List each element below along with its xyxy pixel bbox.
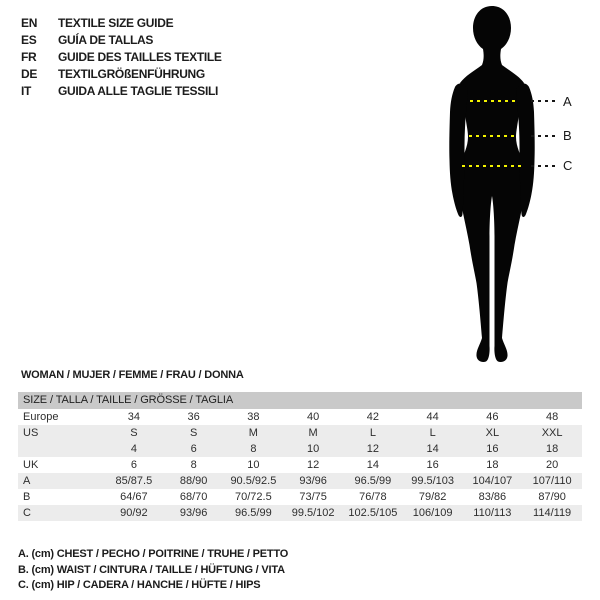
legend-line-hip: C. (cm) HIP / CADERA / HANCHE / HÜFTE / HIPS: [18, 579, 261, 592]
table-cell: 4: [130, 443, 137, 455]
table-cell: 12: [307, 459, 320, 471]
table-cell: 87/90: [538, 491, 566, 503]
table-cell: 16: [426, 459, 439, 471]
marker-label-c: C: [563, 158, 573, 173]
table-cell: XL: [485, 427, 500, 439]
language-label: GUIDA ALLE TAGLIE TESSILI: [58, 83, 219, 98]
table-cell: 40: [307, 411, 320, 423]
table-cell: L: [429, 427, 436, 439]
language-code: EN: [21, 16, 38, 31]
table-row-label: A: [23, 475, 31, 487]
table-cell: 46: [486, 411, 499, 423]
table-cell: 6: [190, 443, 197, 455]
language-label: TEXTILE SIZE GUIDE: [58, 16, 174, 31]
table-cell: 64/67: [120, 491, 148, 503]
language-row-en: [21, 15, 222, 32]
table-row: [18, 409, 582, 425]
woman-silhouette-figure: [410, 0, 600, 375]
table-cell: 38: [247, 411, 260, 423]
table-cell: 99.5/102: [291, 507, 335, 519]
table-cell: 93/96: [179, 507, 208, 519]
table-cell: 42: [366, 411, 379, 423]
table-cell: 70/72.5: [235, 491, 272, 503]
table-cell: 102.5/105: [348, 507, 398, 519]
table-cell: 18: [486, 459, 499, 471]
table-cell: 110/113: [473, 507, 512, 519]
table-cell: L: [369, 427, 376, 439]
language-title-block: [21, 15, 222, 99]
table-cell: 6: [130, 459, 137, 471]
marker-label-b: B: [563, 128, 572, 143]
table-cell: 12: [366, 443, 379, 455]
table-cell: 36: [187, 411, 200, 423]
table-row-label: B: [23, 491, 31, 503]
table-cell: 79/82: [418, 491, 447, 503]
size-table: [18, 392, 582, 521]
table-cell: 96.5/99: [235, 507, 272, 519]
marker-label-a: A: [563, 94, 572, 109]
table-cell: 16: [486, 443, 499, 455]
table-cell: 96.5/99: [354, 475, 392, 487]
table-cell: M: [308, 427, 318, 439]
table-cell: 8: [250, 443, 257, 455]
language-code: IT: [21, 83, 32, 98]
table-cell: S: [189, 427, 198, 439]
table-cell: 48: [546, 411, 559, 423]
size-table-body: [18, 409, 582, 521]
language-code: FR: [21, 49, 37, 64]
table-cell: 85/87.5: [115, 475, 153, 487]
table-row: [18, 505, 582, 521]
table-cell: 44: [426, 411, 439, 423]
table-cell: 107/110: [532, 475, 572, 487]
table-row-label: US: [23, 427, 39, 439]
language-row-de: [21, 65, 222, 82]
table-row-label: C: [23, 507, 31, 519]
table-row: [18, 425, 582, 441]
language-label: GUÍA DE TALLAS: [58, 33, 154, 48]
table-cell: 76/78: [359, 491, 387, 503]
table-cell: 83/86: [478, 491, 507, 503]
language-label: TEXTILGRÖßENFÜHRUNG: [58, 66, 205, 81]
table-cell: 73/75: [299, 491, 327, 503]
legend-line-chest: A. (cm) CHEST / PECHO / POITRINE / TRUHE / PETTO: [18, 548, 289, 560]
table-row: [18, 489, 582, 505]
table-cell: 14: [426, 443, 439, 455]
measurement-legend: [18, 547, 288, 594]
table-cell: 90/92: [120, 507, 148, 519]
table-cell: S: [130, 427, 138, 439]
table-cell: M: [248, 427, 258, 439]
silhouette-body: [459, 6, 525, 362]
table-cell: 8: [190, 459, 197, 471]
size-table-header: SIZE / TALLA / TAILLE / GRÖSSE / TAGLIA: [18, 392, 582, 409]
table-cell: 10: [247, 459, 260, 471]
table-cell: 93/96: [299, 475, 327, 487]
table-cell: 114/119: [533, 507, 572, 519]
table-row-label: Europe: [23, 411, 59, 423]
language-label: GUIDE DES TAILLES TEXTILE: [58, 49, 222, 64]
table-cell: 88/90: [179, 475, 208, 487]
table-cell: 68/70: [179, 491, 208, 503]
table-cell: 106/109: [412, 507, 453, 519]
language-row-fr: [21, 49, 222, 66]
woman-silhouette-svg: [410, 0, 600, 375]
language-code: DE: [21, 66, 38, 81]
language-row-it: [21, 82, 222, 99]
table-cell: 14: [366, 459, 379, 471]
table-cell: 20: [546, 459, 559, 471]
section-title: WOMAN / MUJER / FEMME / FRAU / DONNA: [21, 369, 244, 381]
table-row: [18, 457, 582, 473]
table-cell: 99.5/103: [411, 475, 455, 487]
table-row-label: UK: [23, 459, 39, 471]
table-cell: 34: [127, 411, 140, 423]
table-row: [18, 441, 582, 457]
table-cell: 90.5/92.5: [230, 475, 277, 487]
table-cell: 104/107: [472, 475, 513, 487]
legend-line-waist: B. (cm) WAIST / CINTURA / TAILLE / HÜFTUNG / VITA: [18, 563, 285, 576]
table-cell: 10: [307, 443, 320, 455]
language-row-es: [21, 32, 222, 49]
table-cell: XXL: [541, 427, 563, 439]
table-cell: 18: [546, 443, 559, 455]
language-code: ES: [21, 33, 37, 48]
table-row: [18, 473, 582, 489]
